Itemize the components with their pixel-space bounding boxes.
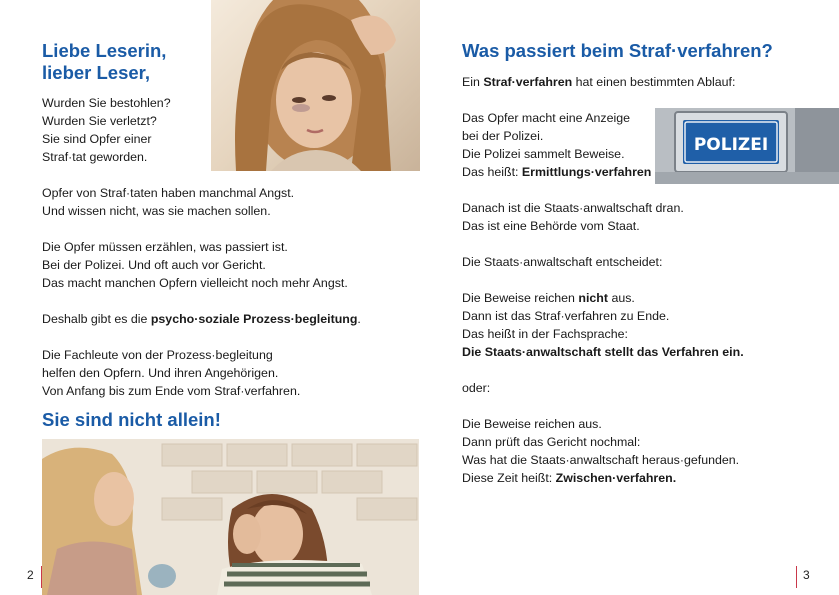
greeting-heading: [42, 40, 166, 84]
text-line: Straf·tat geworden.: [42, 150, 148, 164]
text-line: [462, 343, 744, 361]
right-page-title: Was passiert beim Straf·verfahren?: [462, 40, 773, 61]
text-line: Das Opfer macht eine Anzeige: [462, 111, 631, 125]
subheading-not-alone: Sie sind nicht allein!: [42, 409, 221, 430]
text-line: helfen den Opfern. Und ihren Angehörigen.: [42, 366, 279, 380]
paragraph-support: [42, 310, 361, 328]
text-run: aus.: [608, 291, 635, 305]
text-line: oder:: [462, 381, 491, 395]
text-line: Sie sind Opfer einer: [42, 132, 152, 146]
term-ermittlungsverfahren: Ermittlungs·verfahren: [521, 165, 652, 179]
paragraph-decision: [462, 253, 662, 271]
term-nicht: nicht: [578, 291, 609, 305]
term-zwischenverfahren: Zwischen·verfahren.: [555, 471, 677, 485]
greeting-line-1: Liebe Leserin,: [42, 40, 167, 61]
term-strafverfahren: Straf·verfahren: [483, 75, 573, 89]
text-line: [462, 469, 739, 487]
text-line: Und wissen nicht, was sie machen sollen.: [42, 204, 271, 218]
photo-distressed-woman: [211, 0, 420, 171]
paragraph-fear: [42, 184, 294, 220]
text-line: Von Anfang bis zum Ende vom Straf·verfahren.: [42, 384, 301, 398]
text-line: Danach ist die Staats·anwaltschaft dran.: [462, 201, 684, 215]
text-line: Die Polizei sammelt Beweise.: [462, 147, 625, 161]
paragraph-or: [462, 379, 490, 397]
term-einstellung: Die Staats·anwaltschaft stellt das Verfahren ein.: [462, 345, 744, 359]
text-line: Die Staats·anwaltschaft entscheidet:: [462, 255, 663, 269]
procedure-intro: [462, 73, 735, 91]
text-line: Bei der Polizei. Und oft auch vor Gericht.: [42, 258, 266, 272]
text-line: Wurden Sie bestohlen?: [42, 96, 171, 110]
paragraph-court: [42, 238, 348, 292]
text-line: [462, 163, 651, 181]
text-line: bei der Polizei.: [462, 129, 544, 143]
text-line: Wurden Sie verletzt?: [42, 114, 157, 128]
term-prozessbegleitung: psycho·soziale Prozess·begleitung: [150, 312, 358, 326]
text-line: Dann ist das Straf·verfahren zu Ende.: [462, 309, 670, 323]
paragraph-prosecution: [462, 199, 684, 235]
text-line: Die Beweise reichen aus.: [462, 417, 602, 431]
text-line: Das macht manchen Opfern vielleicht noch mehr Angst.: [42, 276, 348, 290]
page-number-right: 3: [803, 568, 810, 582]
photo-polizei-sign: [655, 108, 839, 184]
text-run: Deshalb gibt es die: [42, 312, 151, 326]
page-marker-line-left: [41, 566, 42, 588]
text-line: Die Fachleute von der Prozess·begleitung: [42, 348, 273, 362]
paragraph-insufficient-evidence: [462, 289, 744, 361]
polizei-sign-text: POLIZEI: [693, 135, 769, 155]
text-line: [462, 289, 744, 307]
text-line: Das ist eine Behörde vom Staat.: [462, 219, 640, 233]
intro-paragraph: [42, 94, 171, 166]
text-run: Diese Zeit heißt:: [462, 471, 556, 485]
text-run: .: [357, 312, 361, 326]
text-run: Das heißt:: [462, 165, 522, 179]
photo-counseling-scene: [42, 439, 419, 595]
text-line: Opfer von Straf·taten haben manchmal Angst.: [42, 186, 295, 200]
paragraph-investigation: [462, 109, 651, 181]
text-run: Ein: [462, 75, 484, 89]
text-line: Das heißt in der Fachsprache:: [462, 327, 628, 341]
text-run: hat einen bestimmten Ablauf:: [572, 75, 736, 89]
page-marker-line-right: [796, 566, 797, 588]
paragraph-experts: [42, 346, 300, 400]
text-line: Was hat die Staats·anwaltschaft heraus·gefunden.: [462, 453, 740, 467]
paragraph-sufficient-evidence: [462, 415, 739, 487]
text-line: Die Opfer müssen erzählen, was passiert ist.: [42, 240, 288, 254]
greeting-line-2: lieber Leser,: [42, 62, 150, 83]
text-run: Die Beweise reichen: [462, 291, 579, 305]
text-line: Dann prüft das Gericht nochmal:: [462, 435, 641, 449]
page-number-left: 2: [27, 568, 34, 582]
